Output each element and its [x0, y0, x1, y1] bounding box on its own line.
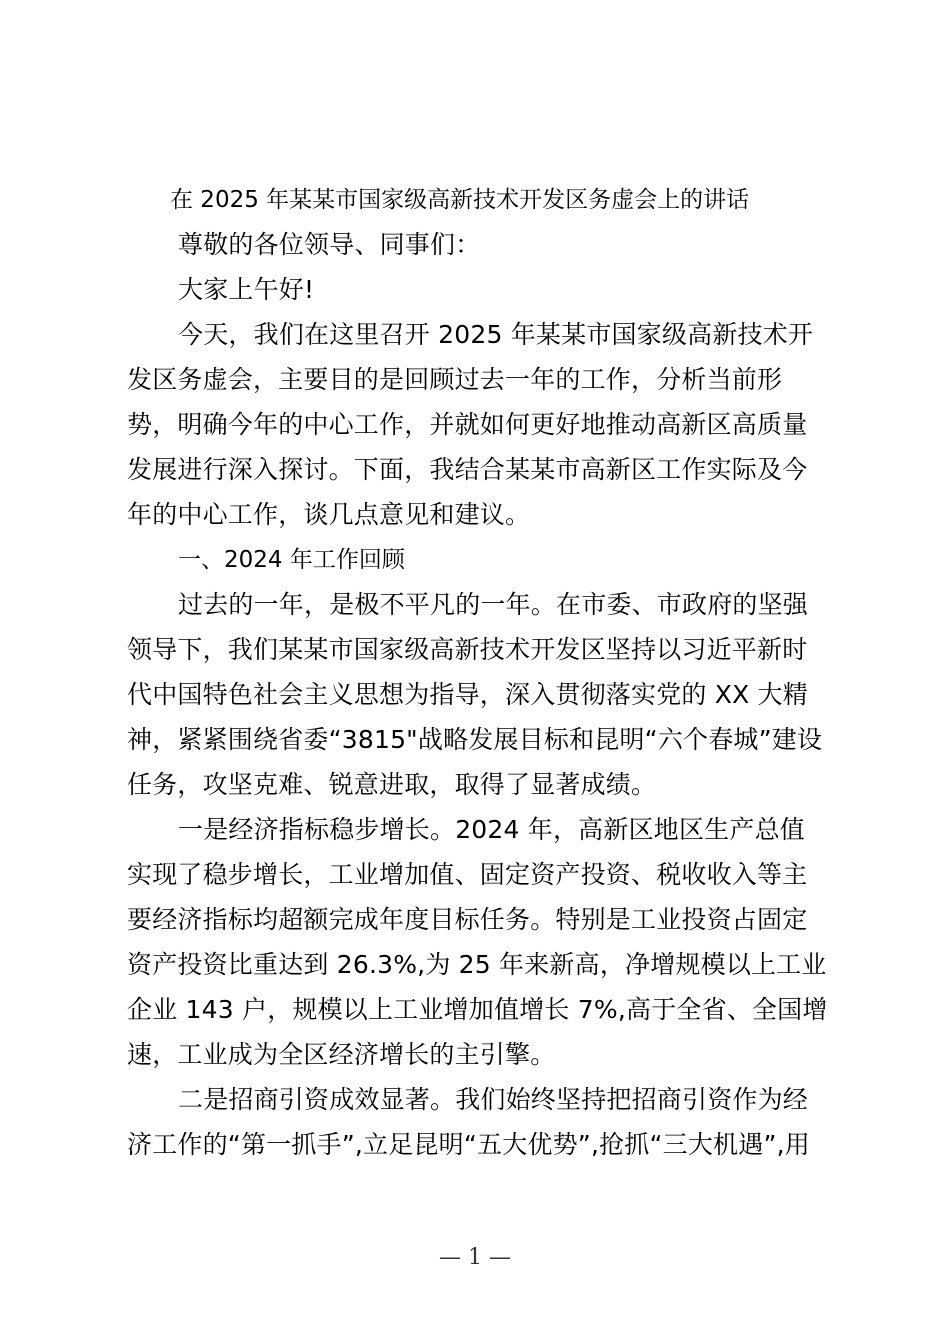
paragraph-1-line-4: 发展进行深入探讨。下面，我结合某某市高新区工作实际及今 [127, 455, 808, 484]
paragraph-3-line-5: 企业 143 户，规模以上工业增加值增长 7%,高于全省、全国增 [127, 995, 828, 1024]
paragraph-1-line-2: 发区务虚会，主要目的是回顾过去一年的工作，分析当前形 [127, 365, 783, 394]
paragraph-3-line-2: 实现了稳步增长，工业增加值、固定资产投资、税收收入等主 [127, 860, 808, 889]
paragraph-1-line-5: 年的中心工作，谈几点意见和建议。 [127, 500, 531, 529]
paragraph-2-line-4: 神，紧紧围绕省委“3815"战略发展目标和昆明“六个春城”建设 [127, 725, 823, 754]
paragraph-4-line-1: 二是招商引资成效显著。我们始终坚持把招商引资作为经 [178, 1085, 809, 1114]
document-title: 在 2025 年某某市国家级高新技术开发区务虚会上的讲话 [170, 187, 750, 213]
paragraph-1-line-3: 势，明确今年的中心工作，并就如何更好地推动高新区高质量 [127, 410, 808, 439]
paragraph-3-line-4: 资产投资比重达到 26.3%,为 25 年来新高，净增规模以上工业 [127, 950, 827, 979]
paragraph-2-line-2: 领导下，我们某某市国家级高新技术开发区坚持以习近平新时 [127, 635, 808, 664]
page-number: — 1 — [439, 1245, 511, 1270]
paragraph-2-line-5: 任务，攻坚克难、锐意进取，取得了显著成绩。 [127, 770, 657, 799]
paragraph-3-line-3: 要经济指标均超额完成年度目标任务。特别是工业投资占固定 [127, 905, 808, 934]
paragraph-3-line-1: 一是经济指标稳步增长。2024 年，高新区地区生产总值 [178, 815, 805, 844]
salutation: 尊敬的各位领导、同事们： [178, 230, 481, 259]
paragraph-4-line-2: 济工作的“第一抓手”,立足昆明“五大优势”,抢抓“三大机遇”,用 [127, 1130, 810, 1159]
paragraph-2-line-1: 过去的一年，是极不平凡的一年。在市委、市政府的坚强 [178, 590, 809, 619]
section-heading: 一、2024 年工作回顾 [178, 547, 405, 573]
paragraph-3-line-6: 速，工业成为全区经济增长的主引擎。 [127, 1040, 556, 1069]
paragraph-2-line-3: 代中国特色社会主义思想为指导，深入贯彻落实党的 XX 大精 [127, 680, 808, 709]
paragraph-1-line-1: 今天，我们在这里召开 2025 年某某市国家级高新技术开 [178, 320, 814, 349]
greeting: 大家上午好! [178, 275, 315, 304]
